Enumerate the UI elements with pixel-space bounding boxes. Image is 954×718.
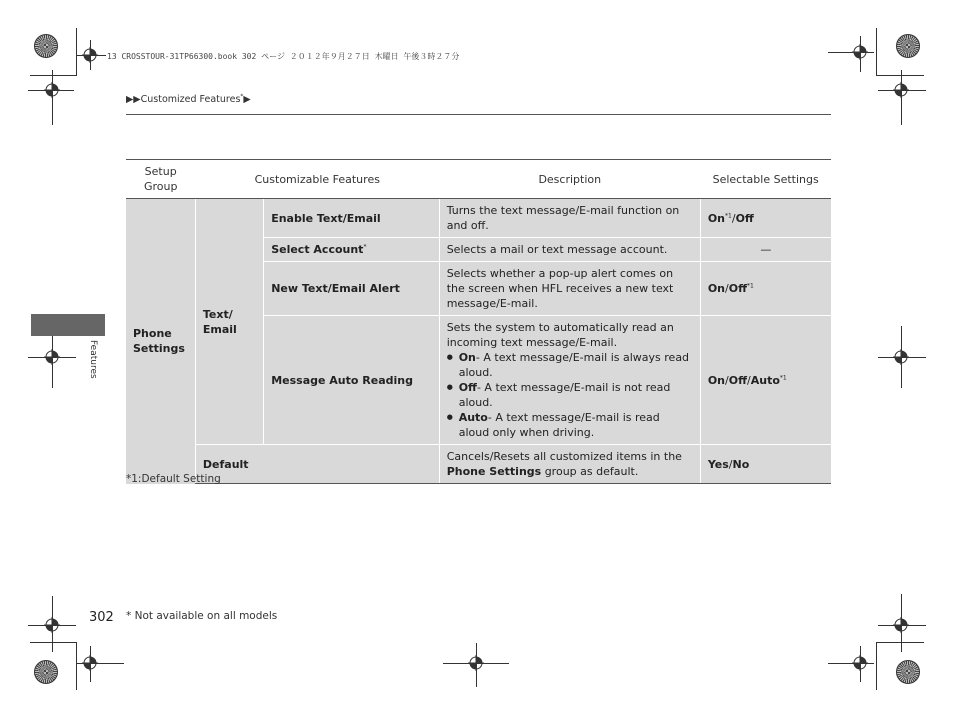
footnote-marker: *1: [725, 211, 732, 219]
description-cell: [439, 316, 700, 445]
feature-cell: New Text/Email Alert: [264, 262, 440, 316]
description-text: group as default.: [541, 465, 639, 478]
crosshair-icon: [893, 349, 909, 365]
footnote-marker: *1: [779, 373, 787, 381]
breadcrumb-arrows-icon: ▶▶: [126, 94, 141, 106]
registration-rosette-icon: [34, 34, 58, 58]
section-tab[interactable]: [31, 314, 105, 336]
description-text: Cancels/Resets all customized items in the: [446, 450, 682, 463]
setting-option: On: [707, 373, 726, 387]
bullet-term: Off: [458, 381, 477, 394]
breadcrumb-end-arrow-icon: ▶: [243, 94, 251, 106]
description-cell: [439, 445, 700, 484]
bullet-term: On: [458, 351, 476, 364]
default-setting-footnote: *1:Default Setting: [126, 473, 221, 485]
setting-option: Off: [735, 211, 754, 225]
crosshair-icon: [44, 349, 60, 365]
bullet-text: - A text message/E-mail is not read aloud.: [458, 381, 671, 409]
header-rule: [126, 114, 831, 115]
settings-cell: [700, 316, 831, 445]
list-item: [459, 380, 693, 410]
setting-separator: /: [728, 457, 733, 471]
description-cell: Turns the text message/E-mail function on and off.: [439, 199, 700, 238]
description-cell: Selects a mail or text message account.: [439, 238, 700, 262]
setting-option: Auto: [750, 373, 780, 387]
crosshair-icon: [893, 82, 909, 98]
feature-label: Select Account: [271, 243, 364, 256]
header-selectable-settings: Selectable Settings: [700, 160, 831, 199]
table-row: [126, 199, 831, 238]
bullet-term: Auto: [458, 411, 488, 424]
header-setup-group: Setup Group: [126, 160, 195, 199]
bullet-text: - A text message/E-mail is always read aloud.: [458, 351, 690, 379]
customized-features-table: [126, 159, 831, 484]
table-row: [126, 445, 831, 484]
settings-cell: [700, 199, 831, 238]
crosshair-icon: [852, 44, 868, 60]
footnote-marker: *1: [747, 282, 754, 290]
setting-option: On: [707, 282, 726, 295]
setting-option: Off: [728, 373, 747, 387]
crosshair-icon: [893, 617, 909, 633]
setting-option: Yes: [707, 457, 729, 471]
crosshair-icon: [44, 82, 60, 98]
default-cell: Default: [195, 445, 439, 484]
section-tab-label: Features: [88, 340, 98, 379]
feature-cell: Message Auto Reading: [264, 316, 440, 445]
list-item: [459, 350, 693, 380]
crosshair-icon: [468, 655, 484, 671]
table-header-row: [126, 160, 831, 199]
setting-option: No: [732, 457, 750, 471]
crosshair-icon: [82, 655, 98, 671]
setting-option: On: [707, 211, 726, 225]
breadcrumb-link[interactable]: Customized Features: [140, 94, 241, 106]
description-cell: Selects whether a pop-up alert comes on the screen when HFL receives a new text message/E-mail.: [439, 262, 700, 316]
header-customizable-features: Customizable Features: [195, 160, 439, 199]
page-number: 302: [89, 610, 114, 625]
breadcrumb: [126, 93, 251, 105]
crosshair-icon: [852, 655, 868, 671]
settings-cell: [700, 445, 831, 484]
registration-rosette-icon: [896, 660, 920, 684]
crosshair-icon: [82, 47, 98, 63]
breadcrumb-marker: *: [240, 93, 244, 100]
settings-cell: —: [700, 238, 831, 262]
list-item: [459, 410, 693, 440]
description-bold: Phone Settings: [446, 465, 542, 478]
availability-note: * Not available on all models: [126, 610, 278, 622]
setting-separator: /: [747, 373, 751, 387]
bullet-list: [447, 350, 693, 440]
feature-cell: Enable Text/Email: [264, 199, 440, 238]
header-description: Description: [439, 160, 700, 199]
description-text: Sets the system to automatically read an incoming text message/E-mail.: [446, 321, 674, 349]
print-header: 13 CROSSTOUR-31TP66300.book 302 ページ ２０１２年９月２７日 木曜日 午後３時２７分: [107, 52, 460, 61]
crosshair-icon: [44, 617, 60, 633]
setup-group-cell: Phone Settings: [126, 199, 195, 484]
setting-separator: /: [731, 211, 736, 225]
registration-rosette-icon: [896, 34, 920, 58]
setting-separator: /: [725, 282, 729, 295]
bullet-text: - A text message/E-mail is read aloud only when driving.: [458, 411, 660, 439]
subgroup-cell: Text/ Email: [195, 199, 263, 445]
setting-separator: /: [725, 373, 729, 387]
setting-option: Off: [728, 282, 747, 295]
not-available-marker: *: [363, 243, 367, 251]
registration-rosette-icon: [34, 660, 58, 684]
feature-cell: [264, 238, 440, 262]
settings-cell: [700, 262, 831, 316]
